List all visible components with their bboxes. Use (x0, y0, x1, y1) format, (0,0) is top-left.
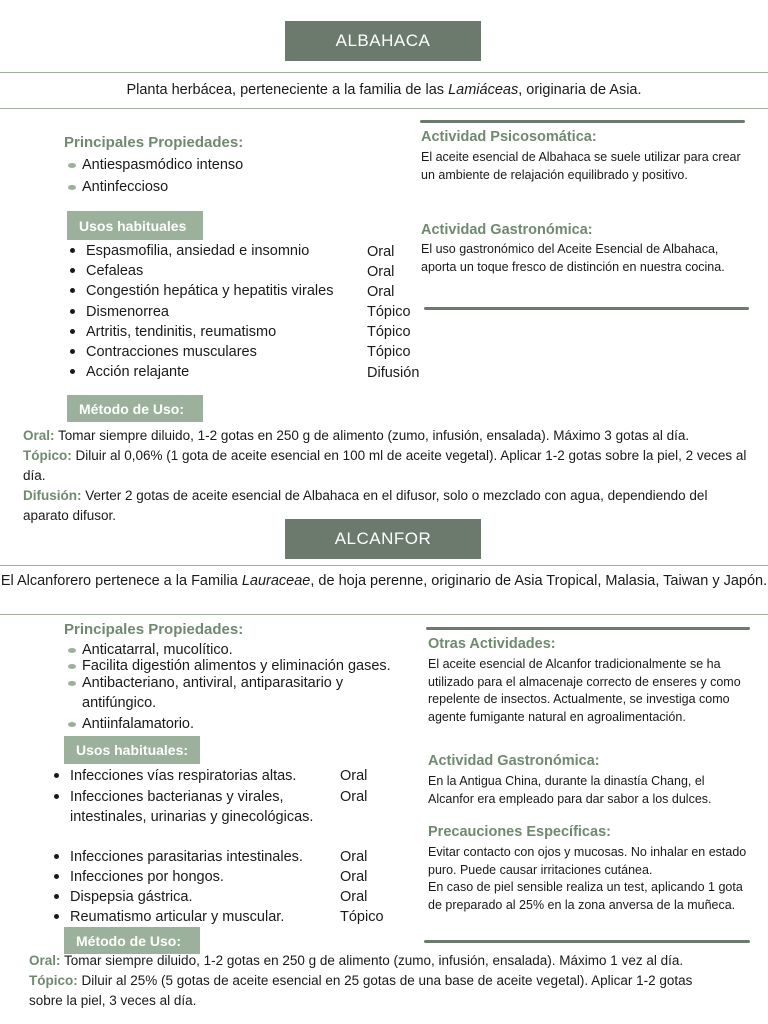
uso-name: Infecciones por hongos. (70, 869, 224, 885)
bullet-icon (70, 288, 75, 293)
divider (0, 565, 768, 566)
uso-via: Tópico (367, 304, 411, 320)
uso-via: Tópico (367, 344, 411, 360)
intro-family: Lamiáceas (448, 82, 519, 98)
uso-via: Oral (340, 849, 368, 865)
bullet-icon (68, 681, 76, 686)
list-item (70, 766, 296, 786)
uso-name: Infecciones parasitarias intestinales. (70, 849, 303, 865)
albahaca-title-banner (285, 21, 481, 61)
usos-title: Usos habituales: (76, 742, 189, 758)
alcanfor-props-title: Principales Propiedades: (64, 621, 244, 638)
albahaca-metodo-pill (67, 395, 203, 422)
metodo-label: Tópico: (29, 973, 78, 988)
bullet-icon (70, 268, 75, 273)
uso-name: Dismenorrea (86, 304, 169, 320)
bullet-icon (70, 329, 75, 334)
intro-text: , de hoja perenne, originario de Asia Tropical, Malasia, Taiwan y Japón. (310, 573, 768, 589)
metodo-label: Oral: (23, 428, 55, 443)
alcanfor-usos-pill (64, 736, 200, 764)
albahaca-usos-pill (67, 211, 203, 240)
list-item (86, 261, 143, 281)
bullet-icon (68, 722, 76, 727)
alcanfor-metodo-topico (29, 971, 729, 1011)
prop-label: Antibacteriano, antiviral, antiparasitario y antifúngico. (82, 675, 344, 711)
divider (424, 307, 749, 310)
divider (420, 120, 745, 123)
albahaca-metodo-topico (23, 446, 748, 486)
divider (426, 627, 750, 630)
divider (0, 72, 768, 73)
list-item (86, 241, 309, 261)
prop-label: Antinfeccioso (82, 179, 169, 195)
metodo-title: Método de Uso: (79, 400, 184, 417)
uso-via: Oral (340, 768, 368, 784)
alcanfor-act2-text: En la Antigua China, durante la dinastía Chang, el Alcanfor era empleado para dar sabor a los dulces. (428, 774, 712, 806)
list-item (86, 281, 333, 301)
list-item (86, 362, 189, 382)
uso-via: Oral (340, 869, 368, 885)
bullet-icon (54, 914, 59, 919)
list-item (82, 714, 422, 734)
alcanfor-metodo-pill (64, 927, 200, 954)
albahaca-props-title: Principales Propiedades: (64, 134, 244, 151)
uso-via: Oral (367, 264, 395, 280)
alcanfor-title-banner (285, 519, 481, 559)
alcanfor-act3-title: Precauciones Específicas: (428, 824, 611, 840)
uso-via: Tópico (340, 909, 384, 925)
alcanfor-act2-title: Actividad Gastronómica: (428, 753, 600, 769)
prop-label: Antiinfalamatorio. (82, 716, 195, 732)
bullet-icon (68, 185, 76, 190)
uso-via: Oral (340, 889, 368, 905)
metodo-text: Tomar siempre diluido, 1-2 gotas en 250 g de alimento (zumo, infusión, ensalada). Máximo 3 gotas al día. (54, 428, 690, 443)
uso-name: Congestión hepática y hepatitis virales (86, 283, 334, 299)
metodo-text: Diluir al 25% (5 gotas de aceite esencial en 25 gotas de una base de aceite vegetal). Aplicar 1-2 gotas sobre la piel, 3 veces al día. (29, 973, 693, 1008)
divider (0, 108, 768, 109)
prop-label: Antiespasmódico intenso (82, 157, 244, 173)
metodo-text: Tomar siempre diluido, 1-2 gotas en 250 g de alimento (zumo, infusión, ensalada). Máximo 1 vez al día. (60, 953, 684, 968)
divider (424, 940, 750, 943)
bullet-icon (70, 369, 75, 374)
list-item (70, 867, 224, 887)
uso-name: Acción relajante (86, 364, 190, 380)
uso-name: Cefaleas (86, 263, 144, 279)
bullet-icon (68, 163, 76, 168)
prop-label: Anticatarral, mucolítico. (82, 642, 233, 658)
bullet-icon (54, 874, 59, 879)
metodo-title: Método de Uso: (76, 932, 181, 949)
intro-text: Planta herbácea, perteneciente a la familia de las (126, 82, 449, 98)
alcanfor-act1-title: Otras Actividades: (428, 636, 556, 652)
list-item (82, 673, 382, 713)
metodo-label: Oral: (29, 953, 61, 968)
list-item (86, 302, 169, 322)
alcanfor-act3-text1: Evitar contacto con ojos y mucosas. No inhalar en estado puro. Puede causar irritaciones cutánea. (428, 845, 747, 877)
intro-family: Lauraceae (241, 573, 311, 589)
bullet-icon (54, 773, 59, 778)
uso-name: Dispepsia gástrica. (70, 889, 193, 905)
uso-via: Difusión (367, 365, 420, 381)
intro-text: El Alcanforero pertenece a la Familia (0, 573, 242, 589)
bullet-icon (70, 248, 75, 253)
list-item (70, 847, 303, 867)
list-item (70, 787, 320, 827)
metodo-label: Difusión: (23, 488, 82, 503)
list-item (82, 177, 168, 197)
alcanfor-intro (0, 571, 768, 592)
bullet-icon (70, 349, 75, 354)
alcanfor-act3-text2: En caso de piel sensible realiza un test, aplicando 1 gota de preparado al 25% en la zona anversa de la muñeca. (428, 880, 743, 912)
list-item (86, 322, 276, 342)
bullet-icon (70, 309, 75, 314)
albahaca-act1-title: Actividad Psicosomática: (421, 129, 597, 145)
albahaca-intro (0, 80, 768, 101)
usos-title: Usos habituales (79, 217, 187, 234)
uso-via: Tópico (367, 324, 411, 340)
bullet-icon (68, 648, 76, 653)
uso-name: Reumatismo articular y muscular. (70, 909, 285, 925)
albahaca-title: ALBAHACA (335, 31, 431, 50)
albahaca-metodo-oral (23, 426, 748, 446)
uso-name: Artritis, tendinitis, reumatismo (86, 324, 277, 340)
uso-via: Oral (367, 284, 395, 300)
uso-name: Contracciones musculares (86, 344, 257, 360)
list-item (70, 907, 284, 927)
divider (0, 614, 768, 615)
bullet-icon (54, 894, 59, 899)
albahaca-act2-text: El uso gastronómico del Aceite Esencial de Albahaca, aporta un toque fresco de distinción en nuestra cocina. (421, 242, 725, 274)
prop-label: Facilita digestión alimentos y eliminación gases. (82, 658, 391, 674)
uso-via: Oral (340, 789, 368, 805)
alcanfor-act1-text: El aceite esencial de Alcanfor tradicionalmente se ha utilizado para el almacenaje correcto de enseres y como repelente de insectos. Actualmente, se investiga como agente fumigante natural en agroalimentación. (428, 657, 741, 724)
bullet-icon (68, 664, 76, 669)
alcanfor-title: ALCANFOR (334, 529, 432, 548)
albahaca-act2-title: Actividad Gastronómica: (421, 222, 593, 238)
uso-name: Infecciones bacterianas y virales, intestinales, urinarias y ginecológicas. (70, 789, 314, 825)
intro-text: , originaria de Asia. (518, 82, 642, 98)
bullet-icon (54, 794, 59, 799)
albahaca-act1-text: El aceite esencial de Albahaca se suele utilizar para crear un ambiente de relajación equilibrado y positivo. (421, 150, 741, 182)
bullet-icon (54, 854, 59, 859)
metodo-label: Tópico: (23, 448, 72, 463)
list-item (82, 155, 243, 175)
metodo-text: Diluir al 0,06% (1 gota de aceite esencial en 100 ml de aceite vegetal). Aplicar 1-2 gotas sobre la piel, 2 veces al día. (23, 448, 747, 483)
uso-via: Oral (367, 244, 395, 260)
uso-name: Espasmofilia, ansiedad e insomnio (86, 243, 310, 259)
list-item (86, 342, 257, 362)
alcanfor-metodo-oral (29, 951, 729, 971)
uso-name: Infecciones vías respiratorias altas. (70, 768, 297, 784)
metodo-text: Verter 2 gotas de aceite esencial de Albahaca en el difusor, solo o mezclado con agua, dependiendo del aparato difusor. (23, 488, 708, 523)
list-item (70, 887, 193, 907)
